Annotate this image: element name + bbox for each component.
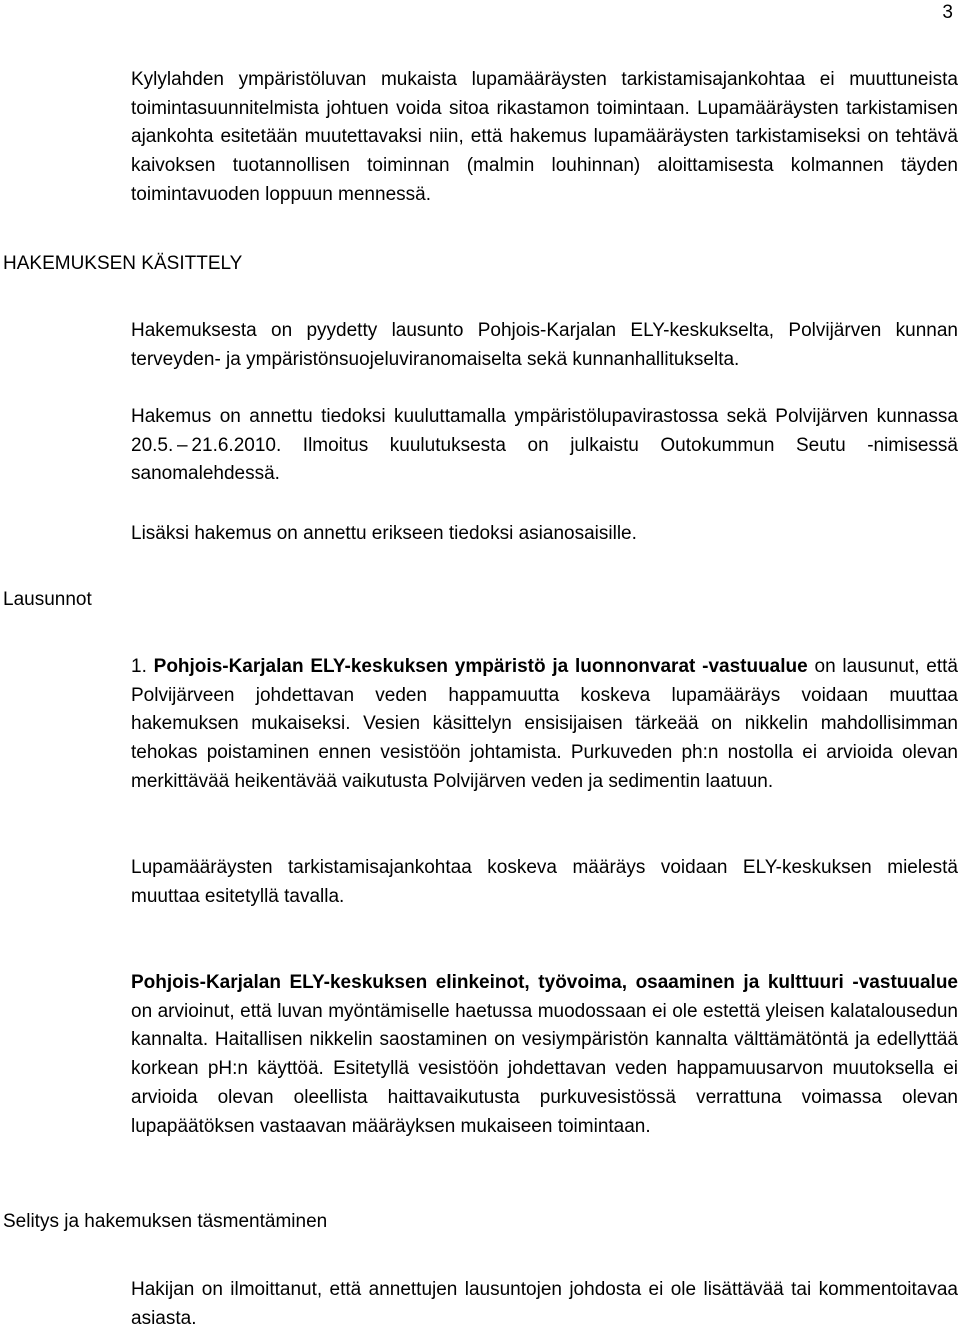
heading-statements: Lausunnot (3, 589, 92, 610)
handling-paragraph-3: Lisäksi hakemus on annettu erikseen tiedoksi asianosaisille. (131, 523, 637, 544)
page-number: 3 (942, 2, 953, 23)
heading-clarification: Selitys ja hakemuksen täsmentäminen (3, 1211, 328, 1232)
handling-paragraph-2: Hakemus on annettu tiedoksi kuuluttamalla ympäristölupavirastossa sekä Polvijärven kunnassa 20.5. – 21.6.2010. Ilmoitus kuulutuksesta on julkaistu Outokummun Seutu -nimisessä sanomalehdessä. (131, 406, 958, 485)
statement-1-paragraph-2: Lupamääräysten tarkistamisajankohtaa koskeva määräys voidaan ELY-keskuksen mielestä muuttaa esitetyllä tavalla. (131, 857, 958, 907)
statement-1-authority: Pohjois-Karjalan ELY-keskuksen ympäristö ja luonnonvarat -vastuualue (153, 656, 808, 677)
statement-1 (131, 653, 958, 797)
statement-2-authority: Pohjois-Karjalan ELY-keskuksen elinkeinot, työvoima, osaaminen ja kulttuuri -vastuualue (131, 972, 958, 993)
statement-2-text: on arvioinut, että luvan myöntämiselle haetussa muodossaan ei ole estettä yleisen kalatalousedun kannalta. Haitallisen nikkelin saostaminen on vesiympäristön kannalta välttämätöntä ja edellyttää korkean pH:n käyttöä. Esitetyllä vesistöön johdettavan veden happamuusarvon muutoksella ei arvioida olevan oleellista haittavaikutusta purkuvesistössä verrattuna voimassa olevan lupapäätöksen vastaavan määräyksen mukaiseen toimintaan. (131, 1000, 958, 1137)
statement-1-number: 1. (131, 656, 147, 677)
statement-1-text: on lausunut, että Polvijärveen johdettavan veden happamuutta koskeva lupamääräys voidaan muuttaa hakemuksen mukaiseksi. Vesien käsittelyn ensisijaisen tärkeää on nikkelin mahdollisimman tehokas poistaminen ennen vesistöön johtamista. Purkuveden ph:n nostolla ei arvioida olevan merkittävää heikentävää vaikutusta Polvijärven veden ja sedimentin laatuun. (131, 656, 958, 792)
handling-paragraph-1: Hakemuksesta on pyydetty lausunto Pohjois-Karjalan ELY-keskukselta, Polvijärven kunnan terveyden- ja ympäristönsuojeluviranomaiselta sekä kunnanhallitukselta. (131, 320, 958, 370)
intro-paragraph: Kylylahden ympäristöluvan mukaista lupamääräysten tarkistamisajankohtaa ei muuttuneista toimintasuunnitelmista johtuen voida sitoa rikastamon toimintaan. Lupamääräysten tarkistamisen ajankohta esitetään muutettavaksi niin, että hakemus lupamääräysten tarkistamiseksi on tehtävä kaivoksen tuotannollisen toiminnan (malmin louhinnan) aloittamisesta kolmannen täyden toimintavuoden loppuun mennessä. (131, 69, 958, 205)
statement-2 (131, 969, 958, 1141)
heading-handling: HAKEMUKSEN KÄSITTELY (3, 253, 243, 274)
clarification-paragraph: Hakijan on ilmoittanut, että annettujen lausuntojen johdosta ei ole lisättävää tai kommentoitavaa asiasta. (131, 1279, 958, 1329)
